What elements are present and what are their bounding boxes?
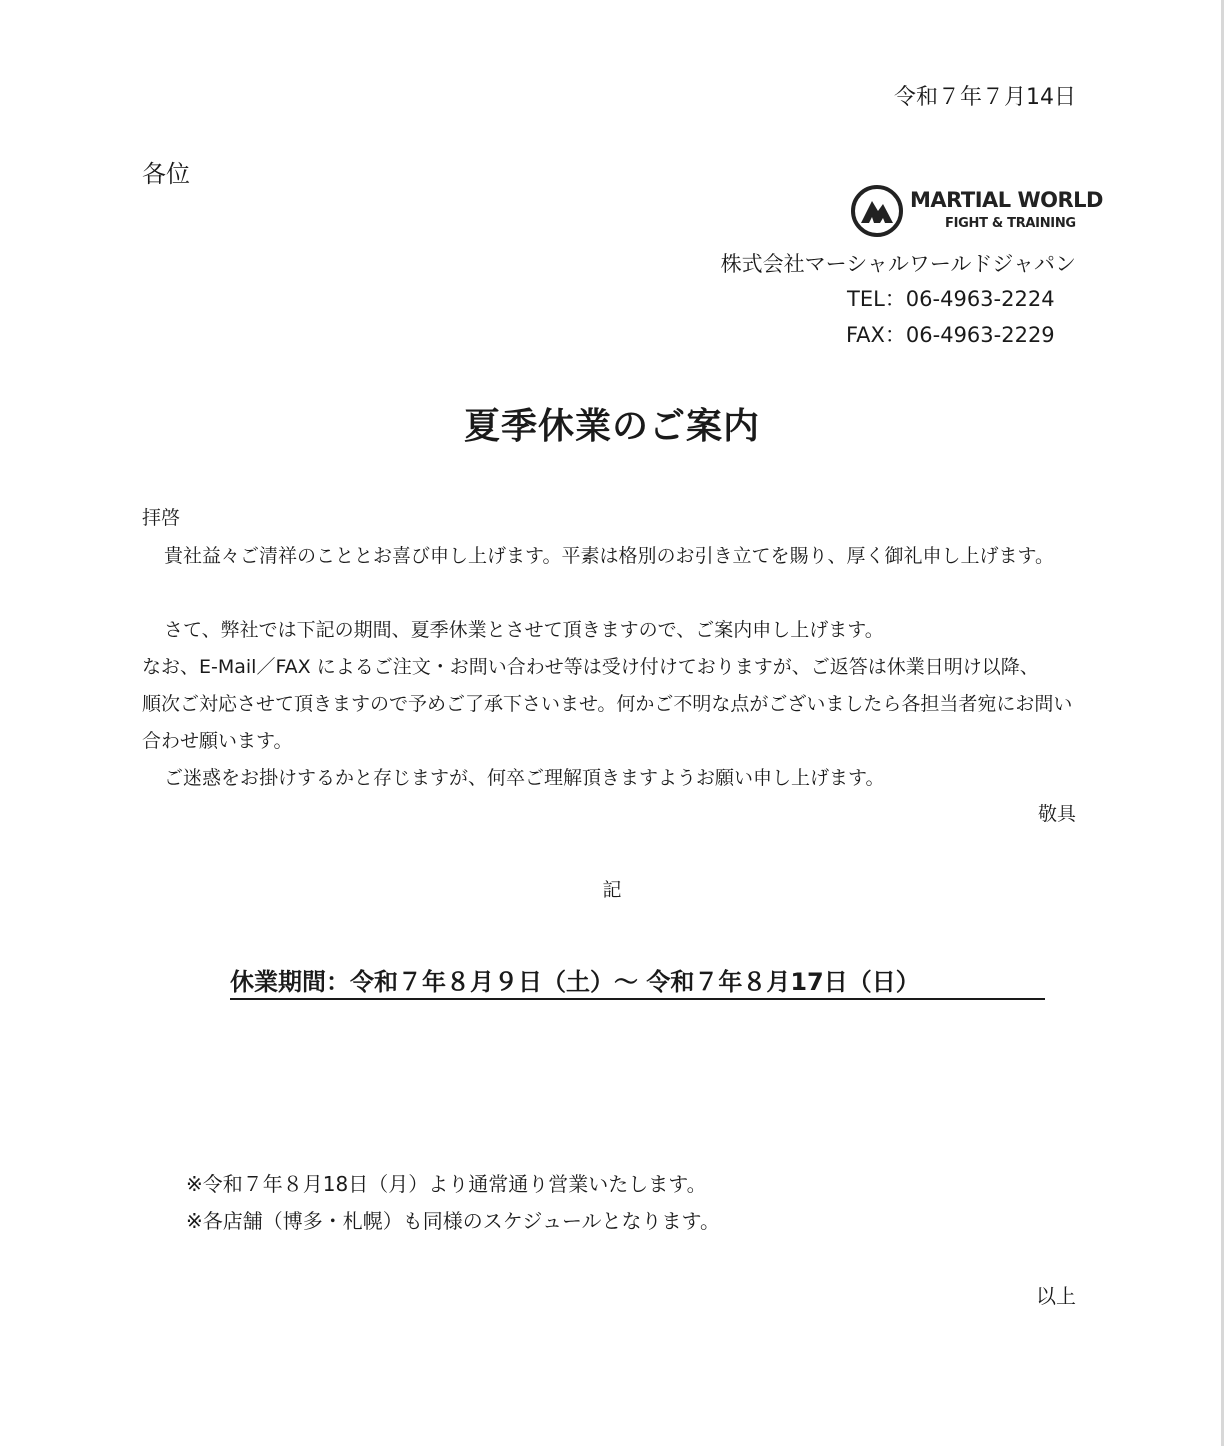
paragraph-4: ご迷惑をお掛けするかと存じますが、何卒ご理解頂きますようお願い申し上げます。 [164, 767, 885, 789]
paragraph-3-line-3: 合わせ願います。 [142, 730, 293, 752]
paragraph-1: 貴社益々ご清祥のこととお喜び申し上げます。平素は格別のお引き立てを賜り、厚く御礼申し上げます。 [164, 545, 1054, 567]
company-tel: TEL：06-4963-2224 [847, 287, 1055, 311]
mountain-logo-icon [850, 184, 904, 238]
note-reopening: ※令和７年８月18日（月）より通常通り営業いたします。 [186, 1172, 707, 1196]
end-mark: 以上 [1036, 1284, 1076, 1308]
company-logo [850, 184, 1103, 240]
paragraph-3-line-1: なお、E-Mail／FAX によるご注文・お問い合わせ等は受け付けておりますが、ご返答は休業日明け以降、 [142, 656, 1039, 678]
document-title: 夏季休業のご案内 [463, 406, 760, 447]
logo-tagline: FIGHT & TRAINING [945, 216, 1076, 231]
document-date: 令和７年７月14日 [894, 85, 1076, 110]
closing-salutation: 敬具 [1037, 803, 1076, 825]
company-name: 株式会社マーシャルワールドジャパン [720, 252, 1076, 276]
paragraph-3-line-2: 順次ご対応させて頂きますので予めご了承下さいませ。何かご不明な点がございましたら各担当者宛にお問い [142, 693, 1073, 715]
company-fax: FAX：06-4963-2229 [846, 323, 1055, 347]
closure-period: 休業期間：令和７年８月９日（土）～ 令和７年８月17日（日） [230, 962, 1045, 1000]
logo-wordmark: MARTIAL WORLD [910, 188, 1103, 212]
note-stores: ※各店舗（博多・札幌）も同様のスケジュールとなります。 [186, 1209, 720, 1233]
notes-heading: 記 [602, 879, 622, 901]
addressee: 各位 [142, 160, 190, 188]
greeting: 拝啓 [142, 507, 181, 529]
paragraph-2: さて、弊社では下記の期間、夏季休業とさせて頂きますので、ご案内申し上げます。 [164, 619, 884, 641]
